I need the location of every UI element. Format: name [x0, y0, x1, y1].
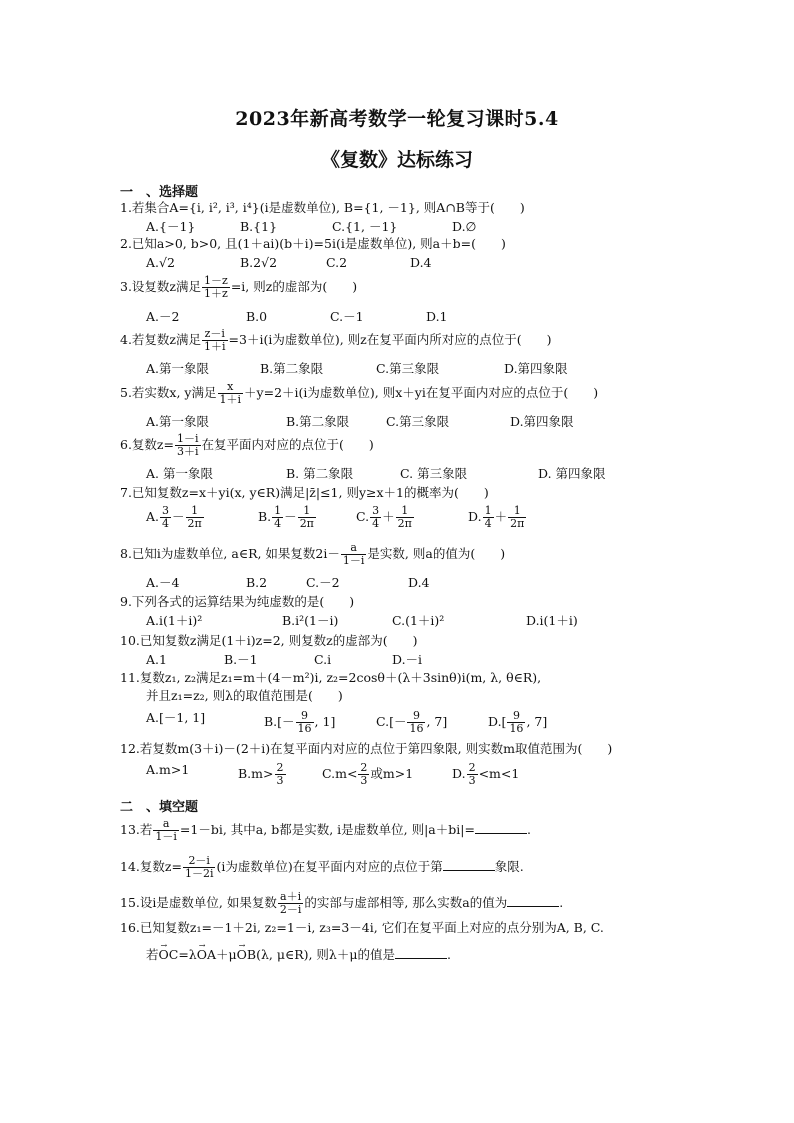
option-c: C.2: [326, 255, 348, 270]
question-3: 3.设复数z满足 $\frac{1-z}{1+z}$ =i, 则z的虚部为( ): [120, 274, 358, 300]
option-b: B.i²(1－i): [282, 613, 339, 628]
option-d: D.[ $\frac{9}{16}$ , 7]: [488, 709, 548, 735]
option-b: B.{1}: [240, 219, 278, 234]
question-9: 9.下列各式的运算结果为纯虚数的是( ): [120, 594, 355, 609]
answer-blank[interactable]: [507, 896, 559, 907]
option-d: D.第四象限: [504, 361, 568, 376]
question-12: 12.若复数m(3＋i)－(2＋i)在复平面内对应的点位于第四象限, 则实数m取值范围为( ): [120, 741, 613, 756]
option-a: A.1: [146, 652, 167, 667]
fraction: $\frac{z-i}{1+i}$: [204, 327, 226, 353]
option-c: C.i: [314, 652, 332, 667]
question-2: 2.已知a>0, b>0, 且(1＋ai)(b＋i)=5i(i是虚数单位), 则a＋b=( ): [120, 236, 506, 251]
option-d: D.－i: [392, 652, 423, 667]
option-d: D.i(1＋i): [526, 613, 578, 628]
question-11-line-2: 并且z₁=z₂, 则λ的取值范围是( ): [146, 688, 343, 703]
question-11: 11.复数z₁, z₂满足z₁=m＋(4－m²)i, z₂=2cosθ＋(λ＋3sinθ)i(m, λ, θ∈R),: [120, 670, 542, 685]
option-b: B. 第二象限: [286, 466, 354, 481]
option-a: A.－2: [146, 309, 180, 324]
option-d: D.∅: [452, 219, 477, 234]
vector-oa: → OA: [197, 947, 216, 963]
question-6: 6.复数z= $\frac{1-i}{3+i}$ 在复平面内对应的点位于( ): [120, 432, 374, 458]
option-b: B.第二象限: [260, 361, 324, 376]
option-a: A.m>1: [146, 762, 190, 777]
vector-ob: → OB: [237, 947, 256, 963]
fraction: $\frac{a}{1-i}$: [342, 541, 365, 567]
fraction: $\frac{1-z}{1+z}$: [204, 274, 228, 300]
document-subtitle: 《复数》达标练习: [320, 149, 473, 171]
question-15: 15.设i是虚数单位, 如果复数 $\frac{a+i}{2-i}$ 的实部与虚部相等, 那么实数a的值为 .: [120, 890, 564, 916]
question-16: 16.已知复数z₁=－1＋2i, z₂=1－i, z₃=3－4i, 它们在复平面上对应的点分别为A, B, C.: [120, 920, 604, 935]
option-a: A.第一象限: [146, 361, 210, 376]
option-c: C.[－ $\frac{9}{16}$ , 7]: [376, 709, 448, 735]
document-title: 2023年新高考数学一轮复习课时5.4: [235, 108, 559, 130]
question-13: 13.若 $\frac{a}{1-i}$ =1－bi, 其中a, b都是实数, i是虚数单位, 则|a＋bi|= .: [120, 817, 531, 843]
answer-blank[interactable]: [443, 860, 495, 871]
section-fill-heading: 二 、填空题: [120, 800, 199, 815]
option-a: A. 第一象限: [146, 466, 213, 481]
option-b: B.m> $\frac{2}{3}$: [238, 761, 284, 787]
option-b: B.[－ $\frac{9}{16}$ , 1]: [264, 709, 336, 735]
question-10: 10.已知复数z满足(1＋i)z=2, 则复数z的虚部为( ): [120, 633, 418, 648]
option-b: B. $\frac{1}{4}$ － $\frac{1}{2\pi}$: [258, 504, 314, 530]
option-d: D.4: [410, 255, 432, 270]
question-5: 5.若实数x, y满足 $\frac{x}{1+i}$ ＋y=2＋i(i为虚数单位), 则x＋yi在复平面内对应的点位于( ): [120, 380, 599, 406]
option-a: A.[－1, 1]: [146, 710, 206, 725]
option-c: C. 第三象限: [400, 466, 468, 481]
option-c: C.－1: [330, 309, 364, 324]
option-c: C.m< $\frac{2}{3}$ 或m>1: [322, 761, 414, 787]
question-8: 8.已知i为虚数单位, a∈R, 如果复数2i－ $\frac{a}{1-i}$ 是实数, 则a的值为( ): [120, 541, 506, 567]
option-a: A.－4: [146, 575, 180, 590]
option-b: B.2: [246, 575, 268, 590]
option-c: C.－2: [306, 575, 340, 590]
option-b: B.－1: [224, 652, 258, 667]
option-b: B.2√2: [240, 255, 278, 270]
option-c: C.第三象限: [386, 414, 450, 429]
option-d: D. $\frac{1}{4}$ ＋ $\frac{1}{2\pi}$: [468, 504, 525, 530]
option-d: D.1: [426, 309, 448, 324]
vector-oc: → OC: [159, 947, 179, 963]
option-d: D. $\frac{2}{3}$ <m<1: [452, 761, 520, 787]
option-a: A. $\frac{3}{4}$ － $\frac{1}{2\pi}$: [146, 504, 202, 530]
option-a: A.i(1＋i)²: [146, 613, 203, 628]
question-7: 7.已知复数z=x＋yi(x, y∈R)满足|z̄|≤1, 则y≥x＋1的概率为( ): [120, 485, 489, 500]
option-b: B.第二象限: [286, 414, 350, 429]
question-14: 14.复数z= $\frac{2-i}{1-2i}$ (i为虚数单位)在复平面内对应的点位于第 象限.: [120, 854, 524, 880]
fraction: $\frac{1-i}{3+i}$: [177, 432, 199, 458]
option-a: A.第一象限: [146, 414, 210, 429]
option-c: C.(1＋i)²: [392, 613, 445, 628]
option-c: C.{1, －1}: [332, 219, 398, 234]
section-choice-heading: 一 、选择题: [120, 185, 199, 200]
option-b: B.0: [246, 309, 268, 324]
fraction: $\frac{x}{1+i}$: [219, 380, 242, 406]
option-a: A.√2: [146, 255, 175, 270]
answer-blank[interactable]: [395, 948, 447, 959]
option-d: D. 第四象限: [538, 466, 606, 481]
question-1: 1.若集合A={i, i², i³, i⁴}(i是虚数单位), B={1, －1}, 则A∩B等于( ): [120, 200, 525, 215]
option-c: C. $\frac{3}{4}$ ＋ $\frac{1}{2\pi}$: [356, 504, 412, 530]
option-d: D.第四象限: [510, 414, 574, 429]
option-d: D.4: [408, 575, 430, 590]
question-16-line-2: 若→ OC=λ→ OA＋μ→ OB(λ, μ∈R), 则λ＋μ的值是 .: [146, 947, 451, 963]
answer-blank[interactable]: [475, 823, 527, 834]
option-c: C.第三象限: [376, 361, 440, 376]
question-4: 4.若复数z满足 $\frac{z-i}{1+i}$ =3＋i(i为虚数单位), 则z在复平面内所对应的点位于( ): [120, 327, 552, 353]
option-a: A.{－1}: [146, 219, 196, 234]
